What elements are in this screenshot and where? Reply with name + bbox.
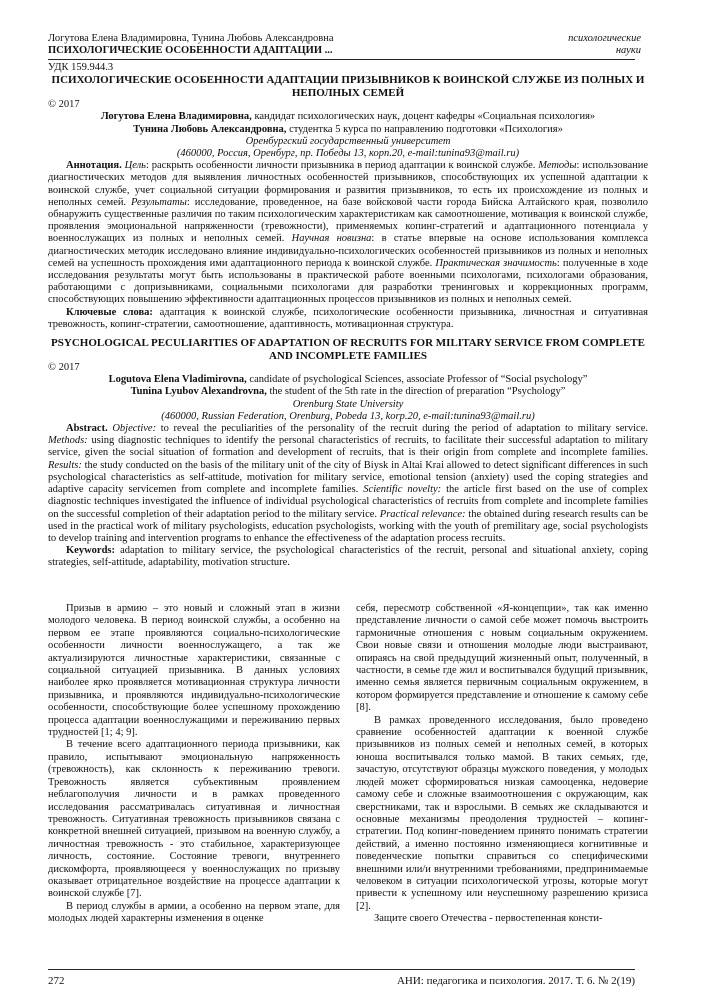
en-author-1 [48, 374, 648, 386]
en-abstract [48, 423, 648, 545]
en-university: Orenburg State University [292, 398, 404, 410]
header-running-title: ПСИХОЛОГИЧЕСКИЕ ОСОБЕННОСТИ АДАПТАЦИИ ... [48, 45, 333, 56]
en-keywords-text: adaptation to military service, the psychological characteristics of the recruit, personal and situational anxiety, coping strategies, self-attitude, adaptability, motivation structure. [48, 545, 648, 569]
en-abs-objective: to reveal the peculiarities of the personality of the recruit during the period of adaptation to military service. [156, 423, 648, 435]
en-copyright: © 2017 [48, 362, 80, 374]
ru-author-1-info: кандидат психологических наук, доцент кафедры «Социальная психология» [251, 111, 596, 123]
en-abs-practical-label: Practical relevance: [379, 508, 466, 520]
en-abs-practical: the obtained during research results can be used in the practical work of military psychologists, education psychologists, working with the youth of premilitary age, social psychologists to develop training and intervention programs to enhance the effectiveness of the adaptation process recruits. [48, 508, 648, 544]
ru-abstract-label: Аннотация. [66, 160, 122, 172]
body-column-left [48, 603, 340, 926]
ru-abs-methods: : использование диагностических методов для выявления личностных особенностей призывников, способствующих их успешной адаптации к воинской службе, учет социальной ситуации формирования и развития призывников, то есть их происхождение из полных и неполных семей. [48, 160, 649, 208]
body-paragraph: Призыв в армию – это новый и сложный этап в жизни молодого человека. В период воинской службы, а особенно на первом ее этапе проявляются социально-психологические особенности личности военнослужащего, а так же актуализируются личностные характеристики, связанные с социальной ситуацией призывника. В данных условиях наиболее ярко проявляется мотивационная структура личности призывника, и проявляются индивидуально-психологические особенности, способствующие более успешному прохождению процесса адаптации военнослужащими и переживанию первых трудностей [1; 4; 9]. [48, 603, 340, 739]
body-column-right [356, 603, 648, 926]
en-abs-novelty-label: Scientific novelty: [363, 484, 442, 496]
en-keywords [48, 545, 648, 569]
ru-author-2-name: Тунина Любовь Александровна, [133, 123, 287, 135]
ru-abs-results: : исследование, проведенное, на базе войсковой части города Бийска Алтайского края, позволило обнаружить существенные различия по таким психологическим характеристикам как самоотношение, мотивация к воинской службе, проявления эмоциональной напряженности (тревожности), применяемых копинг-стратегий и адаптационного потенциала у военнослужащих из полных и неполных семей. [48, 196, 648, 245]
ru-abs-methods-label: Методы [538, 160, 577, 172]
en-abs-novelty: the article first based on the use of complex diagnostic techniques investigated the influence of individual psychological characteristics of recruits from complete and incomplete families on the successful completion of their adaptation period to the military service. [48, 484, 649, 520]
journal-reference: АНИ: педагогика и психология. 2017. Т. 6. № 2(19) [396, 975, 635, 987]
ru-abs-practical-label: Практическая значимость [435, 257, 557, 269]
body-paragraph: В рамках проведенного исследования, было проведено сравнение особенностей адаптации к военной службе призывников из полных семей и неполных семей, в которых юноша воспитывался только мамой. В таких семьях, где, зачастую, отсутствуют образцы мужского поведения, у молодых людей может сформироваться низкая самооценка, недоверие самому себе и сложные взаимоотношения с окружающим, как сверстниками, так и взрослыми. В семьях же складываются и основные механизмы преодоления трудностей – копинг-стратегии. Под копинг-поведением принято понимать стратегии действий, а именно постоянно изменяющиеся когнитивные и поведенческие попытки справиться со специфическими внешними или/и внутренними требованиями, предпринимаемые человеком в ситуации психологической угрозы, которые могут привести к успешному или неуспешному разрешению кризиса [2]. [356, 714, 648, 912]
article-body [48, 603, 648, 926]
ru-keywords-label: Ключевые слова: [66, 306, 153, 318]
ru-keywords [48, 307, 648, 331]
ru-abs-results-label: Результаты [131, 196, 187, 208]
footer-divider [48, 969, 635, 970]
ru-abs-novelty: : в статье впервые на основе использования комплекса диагностических методик исследовано влияние индивидуально-психологических особенностей призывников из полных и неполных семей на успешность прохождения ими адаптационного периода к воинской службе. [48, 233, 648, 269]
en-keywords-label: Keywords: [66, 545, 115, 557]
en-abs-methods: using diagnostic techniques to identify the personal characteristics of recruits, to facilitate their successful adaptation to military service, given the social situation of formation and development of recruits, that is their origin from complete and incomplete families. [48, 435, 648, 459]
ru-author-1-name: Логутова Елена Владимировна, [100, 111, 252, 123]
ru-author-1 [48, 111, 648, 123]
header-divider [48, 59, 635, 60]
ru-keywords-text: адаптация к воинской службе, психологические особенности призывника, личностная и ситуативная тревожность, копинг-стратегии, самоотношение, адаптивность, мотивационная структура. [48, 306, 648, 330]
en-abstract-label: Abstract. [66, 423, 108, 435]
section-label-line1: психологические [568, 33, 641, 44]
en-address: (460000, Russian Federation, Orenburg, Pobeda 13, korp.20, e-mail:tunina93@mail.ru) [161, 410, 535, 422]
en-title: PSYCHOLOGICAL PECULIARITIES OF ADAPTATION OF RECRUITS FOR MILITARY SERVICE FROM COMPLETE AND INCOMPLETE FAMILIES [51, 337, 645, 362]
en-abs-results-label: Results: [48, 459, 82, 471]
body-paragraph: В период службы в армии, а особенно на первом этапе, для молодых людей характерны изменения в оценке [48, 900, 340, 925]
ru-university: Оренбургский государственный университет [245, 135, 451, 147]
body-paragraph: В течение всего адаптационного периода призывники, как правило, испытывают эмоциональную напряженность (тревожность), как склонность к переживанию тревоги. Тревожность является субъективным проявлением неблагополучия личности и в рамках проведенного исследования рассматривалась ситуативная и личностная тревожность. Ситуативная тревожность призывников связана с конкретной внешней ситуацией, призывом на военную службу, а личностная тревожность - это стабильное, характеризующее личность, состояние. Состояние тревоги, внутреннего дискомфорта, проявляющееся у военнослужащих по призыву оказывает отрицательное воздействие на процессе адаптации к воинской службе [7]. [48, 739, 340, 900]
page-number: 272 [48, 975, 65, 987]
en-author-2-name: Tunina Lyubov Alexandrovna, [130, 386, 267, 398]
en-author-2-info: the student of the 5th rate in the direction of preparation “Psychology” [266, 386, 566, 398]
ru-abstract [48, 160, 648, 306]
body-paragraph: себя, пересмотр собственной «Я-концепции», так как именно представление личности о самой себе может помочь выстроить гармоничные отношения с новым социальным окружением. Свои новые связи и отношения молодые люди выстраивают, опираясь на свой предыдущий жизненный опыт, полученный, в частности, в семье где жил и воспитывался будущий призывник, именно семья является первичным социальным окружением, в котором формируется представление и отношение к самому себе [8]. [356, 603, 648, 714]
ru-title: ПСИХОЛОГИЧЕСКИЕ ОСОБЕННОСТИ АДАПТАЦИИ ПРИЗЫВНИКОВ К ВОИНСКОЙ СЛУЖБЕ ИЗ ПОЛНЫХ И НЕПОЛНЫХ СЕМЕЙ [51, 74, 645, 99]
body-paragraph: Защите своего Отечества - первостепенная консти- [374, 913, 603, 925]
en-author-2 [48, 386, 648, 398]
en-author-1-info: candidate of psychological Sciences, associate Professor of “Social psychology” [246, 374, 588, 386]
ru-copyright: © 2017 [48, 99, 80, 111]
ru-address: (460000, Россия, Оренбург, пр. Победы 13, корп.20, e-mail:tunina93@mail.ru) [176, 148, 520, 160]
article-front-matter [48, 62, 648, 570]
en-abs-results: the study conducted on the basis of the military unit of the city of Biysk in Altai Krai allowed to detect significant differences in such psychological characteristics as self-attitude, motivation for military service, emotional tension (anxiety) used the coping strategies and adaptive capacity servicemen from complete and incomplete families. [48, 459, 648, 496]
running-header [48, 33, 334, 57]
header-authors: Логутова Елена Владимировна, Тунина Любовь Александровна [48, 33, 334, 44]
ru-abs-goal: : раскрыть особенности личности призывника в период адаптации к воинской службе. [145, 160, 536, 172]
ru-abs-novelty-label: Научная новизна [291, 233, 372, 245]
ru-abs-practical: : полученные в ходе исследования результаты могут быть использованы в практической работе военными психологами, психологами образования, работающими с допризывниками, социальными психологами для разработки тренинговых и коррекционных программ, способствующих повышению эффективности адаптационных процессов призывников из полных и неполных семей. [48, 257, 649, 306]
en-abs-objective-label: Objective: [112, 423, 157, 435]
section-label-line2: науки [615, 45, 641, 56]
ru-abs-goal-label: Цель [124, 160, 146, 172]
udc-code: УДК 159.944.3 [48, 62, 114, 73]
ru-author-2 [48, 124, 648, 136]
en-author-1-name: Logutova Elena Vladimirovna, [108, 374, 247, 386]
en-abs-methods-label: Methods: [48, 435, 88, 447]
section-label [568, 33, 641, 57]
ru-author-2-info: студентка 5 курса по направлению подготовки «Психология» [286, 123, 563, 135]
